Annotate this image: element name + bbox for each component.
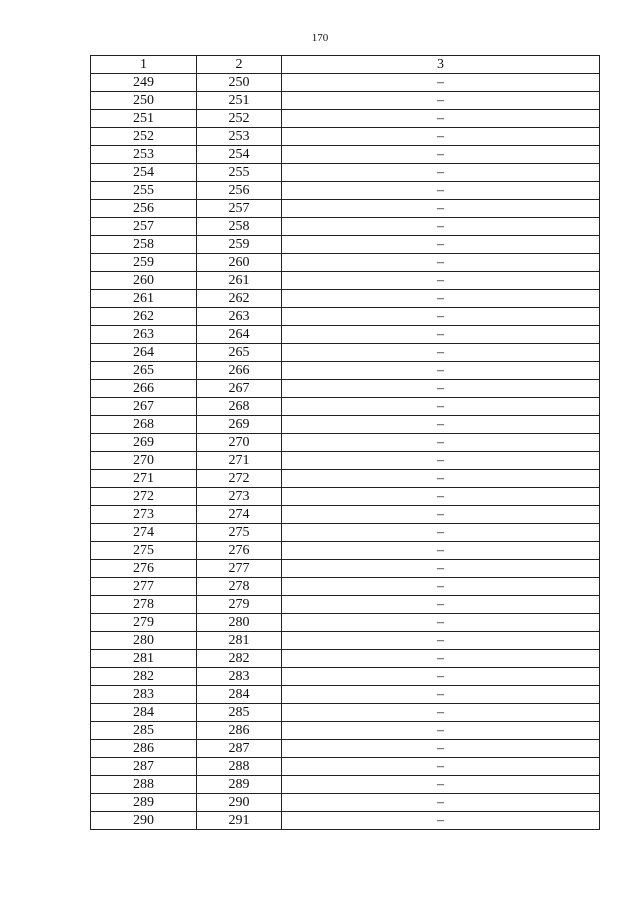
cell-col-2: 288 (197, 758, 282, 776)
cell-col-1: 250 (91, 92, 197, 110)
cell-col-2: 291 (197, 812, 282, 830)
cell-col-2: 281 (197, 632, 282, 650)
cell-col-3: – (282, 362, 600, 380)
cell-col-1: 278 (91, 596, 197, 614)
data-table (90, 55, 600, 830)
table-row (91, 614, 600, 632)
table-row (91, 362, 600, 380)
table-row (91, 272, 600, 290)
cell-col-2: 267 (197, 380, 282, 398)
cell-col-1: 266 (91, 380, 197, 398)
page-number: 170 (311, 32, 329, 44)
table-row (91, 380, 600, 398)
table-row (91, 254, 600, 272)
table-row (91, 704, 600, 722)
cell-col-1: 252 (91, 128, 197, 146)
cell-col-2: 259 (197, 236, 282, 254)
cell-col-1: 281 (91, 650, 197, 668)
cell-col-2: 258 (197, 218, 282, 236)
cell-col-1: 257 (91, 218, 197, 236)
cell-col-1: 251 (91, 110, 197, 128)
cell-col-1: 269 (91, 434, 197, 452)
table-row (91, 398, 600, 416)
table-row (91, 110, 600, 128)
cell-col-1: 261 (91, 290, 197, 308)
cell-col-3: – (282, 776, 600, 794)
cell-col-3: – (282, 344, 600, 362)
cell-col-2: 274 (197, 506, 282, 524)
table-row (91, 74, 600, 92)
cell-col-2: 255 (197, 164, 282, 182)
cell-col-2: 260 (197, 254, 282, 272)
cell-col-2: 268 (197, 398, 282, 416)
table-row (91, 650, 600, 668)
cell-col-3: – (282, 164, 600, 182)
table-row (91, 200, 600, 218)
table-body (91, 74, 600, 830)
table-row (91, 416, 600, 434)
cell-col-2: 285 (197, 704, 282, 722)
cell-col-2: 290 (197, 794, 282, 812)
cell-col-3: – (282, 326, 600, 344)
cell-col-2: 256 (197, 182, 282, 200)
cell-col-1: 253 (91, 146, 197, 164)
cell-col-1: 280 (91, 632, 197, 650)
table-row (91, 686, 600, 704)
table-row (91, 578, 600, 596)
cell-col-2: 263 (197, 308, 282, 326)
cell-col-2: 273 (197, 488, 282, 506)
cell-col-3: – (282, 542, 600, 560)
cell-col-1: 262 (91, 308, 197, 326)
cell-col-2: 283 (197, 668, 282, 686)
cell-col-1: 284 (91, 704, 197, 722)
cell-col-3: – (282, 218, 600, 236)
cell-col-2: 253 (197, 128, 282, 146)
column-header-3: 3 (282, 56, 600, 74)
cell-col-1: 273 (91, 506, 197, 524)
cell-col-1: 265 (91, 362, 197, 380)
cell-col-3: – (282, 182, 600, 200)
cell-col-1: 256 (91, 200, 197, 218)
cell-col-1: 270 (91, 452, 197, 470)
cell-col-2: 252 (197, 110, 282, 128)
cell-col-2: 275 (197, 524, 282, 542)
cell-col-3: – (282, 650, 600, 668)
table-row (91, 236, 600, 254)
cell-col-1: 285 (91, 722, 197, 740)
cell-col-1: 255 (91, 182, 197, 200)
column-header-2: 2 (197, 56, 282, 74)
cell-col-3: – (282, 632, 600, 650)
cell-col-2: 271 (197, 452, 282, 470)
cell-col-2: 254 (197, 146, 282, 164)
cell-col-1: 286 (91, 740, 197, 758)
table-row (91, 470, 600, 488)
cell-col-1: 279 (91, 614, 197, 632)
cell-col-2: 279 (197, 596, 282, 614)
cell-col-2: 270 (197, 434, 282, 452)
cell-col-3: – (282, 416, 600, 434)
cell-col-3: – (282, 704, 600, 722)
table-row (91, 182, 600, 200)
table-row (91, 92, 600, 110)
cell-col-2: 287 (197, 740, 282, 758)
cell-col-3: – (282, 794, 600, 812)
cell-col-1: 249 (91, 74, 197, 92)
cell-col-1: 287 (91, 758, 197, 776)
cell-col-2: 264 (197, 326, 282, 344)
table-header (91, 56, 600, 74)
cell-col-1: 288 (91, 776, 197, 794)
cell-col-3: – (282, 434, 600, 452)
table-row (91, 740, 600, 758)
cell-col-2: 269 (197, 416, 282, 434)
cell-col-3: – (282, 578, 600, 596)
cell-col-2: 280 (197, 614, 282, 632)
cell-col-1: 263 (91, 326, 197, 344)
table-row (91, 668, 600, 686)
table-row (91, 596, 600, 614)
cell-col-2: 276 (197, 542, 282, 560)
cell-col-1: 268 (91, 416, 197, 434)
table-row (91, 794, 600, 812)
table-row (91, 758, 600, 776)
cell-col-2: 261 (197, 272, 282, 290)
cell-col-2: 257 (197, 200, 282, 218)
cell-col-2: 262 (197, 290, 282, 308)
table-row (91, 560, 600, 578)
cell-col-3: – (282, 596, 600, 614)
column-header-1: 1 (91, 56, 197, 74)
cell-col-3: – (282, 470, 600, 488)
cell-col-3: – (282, 254, 600, 272)
cell-col-2: 284 (197, 686, 282, 704)
cell-col-3: – (282, 380, 600, 398)
cell-col-3: – (282, 308, 600, 326)
table-row (91, 326, 600, 344)
cell-col-3: – (282, 614, 600, 632)
cell-col-1: 276 (91, 560, 197, 578)
cell-col-3: – (282, 686, 600, 704)
cell-col-2: 278 (197, 578, 282, 596)
table-row (91, 452, 600, 470)
cell-col-3: – (282, 668, 600, 686)
table-row (91, 434, 600, 452)
cell-col-3: – (282, 290, 600, 308)
cell-col-2: 272 (197, 470, 282, 488)
cell-col-2: 289 (197, 776, 282, 794)
table-row (91, 776, 600, 794)
cell-col-1: 289 (91, 794, 197, 812)
table-row (91, 812, 600, 830)
table-row (91, 488, 600, 506)
cell-col-1: 271 (91, 470, 197, 488)
cell-col-3: – (282, 200, 600, 218)
cell-col-3: – (282, 758, 600, 776)
cell-col-3: – (282, 92, 600, 110)
table-row (91, 722, 600, 740)
cell-col-3: – (282, 398, 600, 416)
cell-col-2: 286 (197, 722, 282, 740)
cell-col-2: 250 (197, 74, 282, 92)
cell-col-3: – (282, 524, 600, 542)
cell-col-3: – (282, 740, 600, 758)
cell-col-3: – (282, 272, 600, 290)
cell-col-1: 267 (91, 398, 197, 416)
cell-col-3: – (282, 74, 600, 92)
table-row (91, 128, 600, 146)
cell-col-3: – (282, 812, 600, 830)
cell-col-2: 265 (197, 344, 282, 362)
table-row (91, 290, 600, 308)
cell-col-3: – (282, 506, 600, 524)
cell-col-1: 264 (91, 344, 197, 362)
table-row (91, 632, 600, 650)
cell-col-1: 275 (91, 542, 197, 560)
cell-col-1: 283 (91, 686, 197, 704)
cell-col-1: 290 (91, 812, 197, 830)
cell-col-2: 277 (197, 560, 282, 578)
table-row (91, 506, 600, 524)
header-row (91, 56, 600, 74)
cell-col-1: 258 (91, 236, 197, 254)
cell-col-1: 259 (91, 254, 197, 272)
cell-col-2: 282 (197, 650, 282, 668)
table-row (91, 308, 600, 326)
cell-col-1: 274 (91, 524, 197, 542)
table-row (91, 542, 600, 560)
cell-col-1: 272 (91, 488, 197, 506)
cell-col-1: 277 (91, 578, 197, 596)
cell-col-2: 266 (197, 362, 282, 380)
cell-col-3: – (282, 722, 600, 740)
cell-col-1: 282 (91, 668, 197, 686)
cell-col-3: – (282, 236, 600, 254)
cell-col-3: – (282, 110, 600, 128)
cell-col-3: – (282, 128, 600, 146)
cell-col-2: 251 (197, 92, 282, 110)
table-row (91, 164, 600, 182)
table-row (91, 524, 600, 542)
cell-col-3: – (282, 560, 600, 578)
table-row (91, 218, 600, 236)
table-row (91, 146, 600, 164)
cell-col-1: 254 (91, 164, 197, 182)
cell-col-3: – (282, 488, 600, 506)
table-row (91, 344, 600, 362)
cell-col-1: 260 (91, 272, 197, 290)
cell-col-3: – (282, 452, 600, 470)
cell-col-3: – (282, 146, 600, 164)
